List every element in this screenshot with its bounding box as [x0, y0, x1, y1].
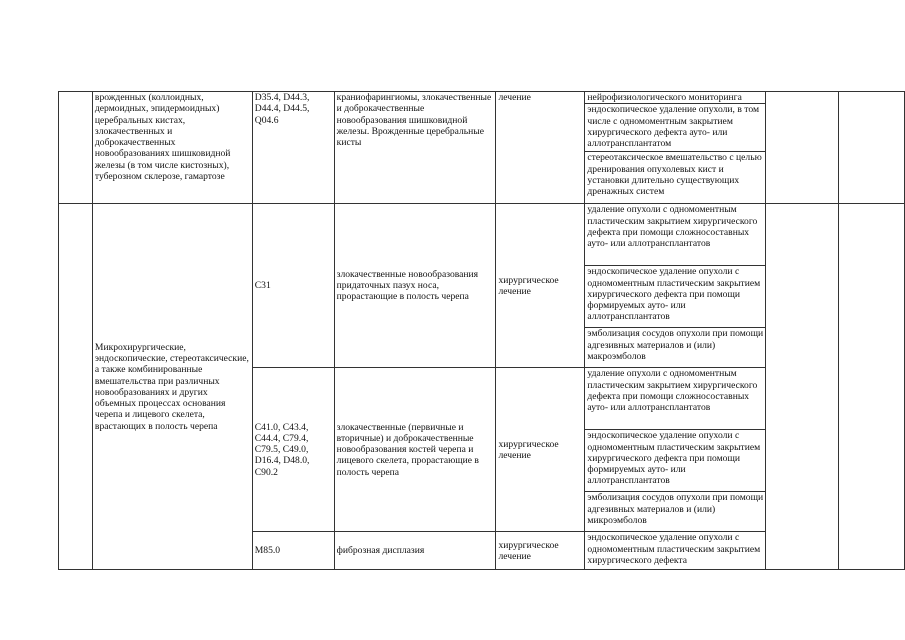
method-cell: [585, 266, 766, 328]
patient-model-cell: [334, 92, 496, 204]
method-cell: [585, 532, 766, 570]
treatment-type-cell: [496, 92, 585, 204]
medical-care-table: [58, 91, 905, 570]
row-number-cell: [59, 204, 93, 570]
intervention-group-text: врожденных (коллоидных, дермоидных, эпидермоидных) церебральных кистах, злокачественных и доброкачественных новообразованиях шишковидной железы (в том числе кистозных), туберозном склерозе, гамартозе: [94, 92, 231, 183]
icd-codes-cell: [252, 532, 334, 570]
icd-codes-cell: [252, 92, 334, 204]
patient-model-text: злокачественные новообразования придаточных пазух носа, прорастающие в полость черепа: [336, 268, 479, 303]
icd-codes-text: C41.0, C43.4, C44.4, C79.4, C79.5, C49.0, D16.4, D48.0, C90.2: [254, 421, 310, 478]
row-number-cell: [59, 92, 93, 204]
blank-cell: [839, 92, 905, 204]
treatment-type-text: хирургическое лечение: [498, 274, 559, 297]
method-text: удаление опухоли с одномоментным пластическим закрытием хирургического дефекта при помощи сложносоставных ауто- или аллотрансплантатов: [587, 368, 758, 414]
method-text: эндоскопическое удаление опухоли с одномоментным пластическим закрытием хирургического дефекта при помощи формируемых ауто- или аллотрансплантатов: [587, 266, 761, 323]
method-cell: [585, 152, 766, 204]
patient-model-text: фиброзная дисплазия: [336, 545, 425, 557]
icd-codes-text: C31: [254, 280, 271, 292]
method-text: удаление опухоли с одномоментным пластическим закрытием хирургического дефекта при помощи сложносоставных ауто- или аллотрансплантатов: [587, 204, 758, 250]
method-text: эндоскопическое удаление опухоли, в том числе с одномоментным закрытием хирургического дефекта ауто- или аллотрансплантатом: [587, 104, 760, 150]
intervention-group-cell: [92, 92, 252, 204]
icd-codes-cell: [252, 204, 334, 368]
patient-model-cell: [334, 204, 496, 368]
blank-cell: [839, 204, 905, 570]
treatment-type-text: хирургическое лечение: [498, 438, 559, 461]
method-cell: [585, 430, 766, 492]
treatment-type-text: хирургическое лечение: [498, 539, 559, 562]
method-cell: [585, 92, 766, 104]
icd-codes-cell: [252, 368, 334, 532]
method-cell: [585, 204, 766, 266]
intervention-group-text: Микрохирургические, эндоскопические, стереотаксические, а также комбинированные вмешательства при различных новообразованиях и других объемных процессах основания черепа и лицевого скелета, врастающих в полость черепа: [94, 341, 249, 432]
patient-model-cell: [334, 368, 496, 532]
patient-model-text: злокачественные (первичные и вторичные) и доброкачественные новообразования костей черепа и лицевого скелета, прорастающие в полость черепа: [336, 421, 479, 478]
method-cell: [585, 368, 766, 430]
method-text: эндоскопическое удаление опухоли с одномоментным пластическим закрытием хирургического дефекта: [587, 532, 761, 566]
method-text: эмболизация сосудов опухоли при помощи адгезивных материалов и (или) макроэмболов: [587, 328, 764, 362]
blank-cell: [766, 92, 839, 204]
method-text: эндоскопическое удаление опухоли с одномоментным пластическим закрытием хирургического дефекта при помощи формируемых ауто- или аллотрансплантатов: [587, 430, 761, 487]
treatment-type-cell: [496, 532, 585, 570]
method-cell: [585, 492, 766, 532]
method-cell: [585, 104, 766, 152]
patient-model-cell: [334, 532, 496, 570]
method-cell: [585, 328, 766, 368]
treatment-type-cell: [496, 204, 585, 368]
table-row: [59, 204, 905, 266]
icd-codes-text: D35.4, D44.3, D44.4, D44.5, Q04.6: [254, 92, 310, 126]
table-row: [59, 92, 905, 104]
treatment-type-cell: [496, 368, 585, 532]
icd-codes-text: M85.0: [254, 545, 281, 557]
blank-cell: [766, 204, 839, 570]
method-text: эмболизация сосудов опухоли при помощи адгезивных материалов и (или) микроэмболов: [587, 492, 764, 526]
patient-model-text: краниофарингиомы, злокачественные и доброкачественные новообразования шишковидной железы. Врожденные церебральные кисты: [336, 92, 492, 149]
intervention-group-cell: [92, 204, 252, 570]
method-text: нейрофизиологического мониторинга: [587, 92, 742, 103]
treatment-type-text: лечение: [498, 92, 531, 103]
method-text: стереотаксическое вмешательство с целью дренирования опухолевых кист и установки длительно существующих дренажных систем: [587, 152, 762, 198]
